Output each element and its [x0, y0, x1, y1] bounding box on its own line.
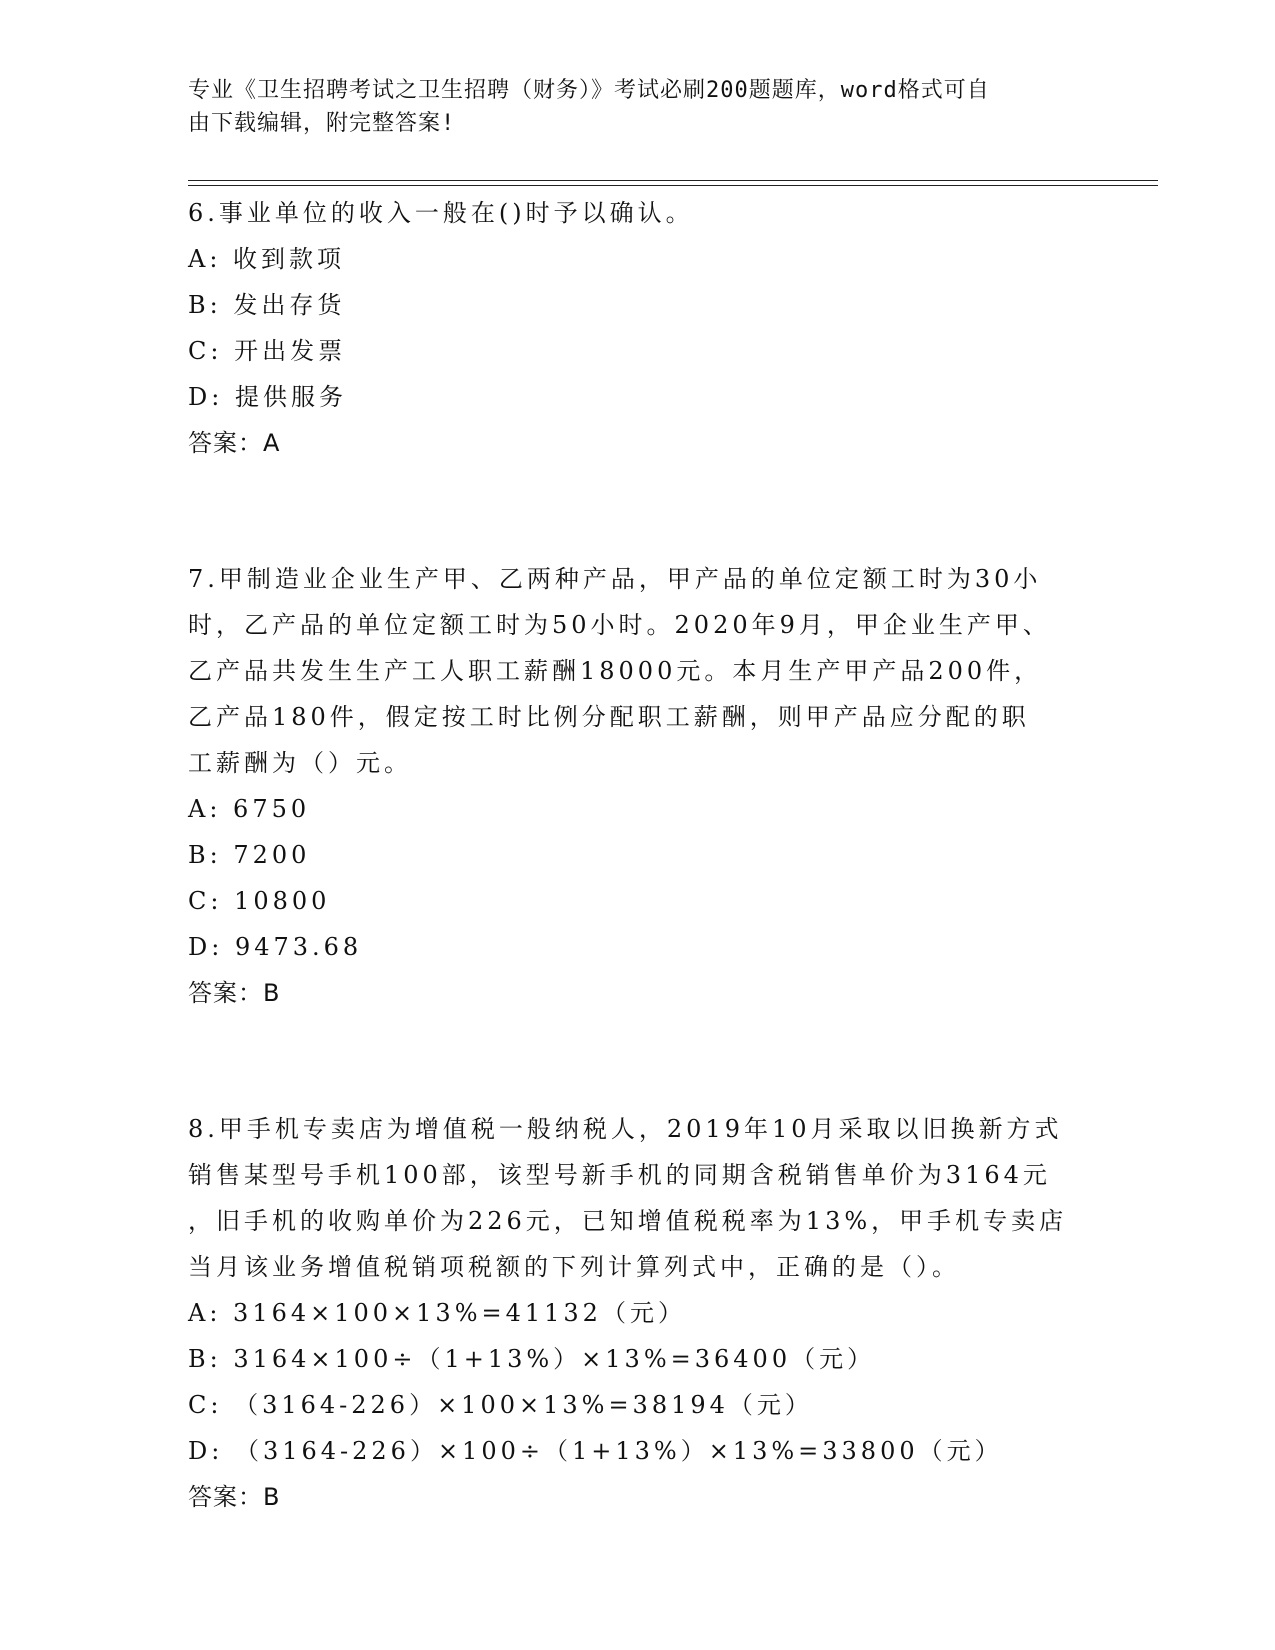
question-6	[188, 190, 1088, 466]
header-line-1: 专业《卫生招聘考试之卫生招聘（财务）》考试必刷200题题库，word格式可自	[188, 78, 990, 103]
question-stem-line: ，旧手机的收购单价为226元，已知增值税税率为13%，甲手机专卖店	[188, 1207, 1068, 1235]
answer-label: 答案：A	[188, 429, 281, 457]
question-stem-line: 工薪酬为（）元。	[188, 749, 412, 777]
option-c: C: 10800	[188, 887, 331, 915]
option-c: C: （3164-226）×100×13%=38194（元）	[188, 1391, 813, 1419]
question-spacer	[188, 1016, 1088, 1106]
question-spacer	[188, 466, 1088, 556]
question-stem-line: 7.甲制造业企业生产甲、乙两种产品，甲产品的单位定额工时为30小	[188, 565, 1042, 593]
question-stem-line: 6.事业单位的收入一般在()时予以确认。	[188, 199, 694, 227]
header-divider-top	[188, 180, 1158, 181]
option-c: C: 开出发票	[188, 337, 347, 365]
option-a: A: 收到款项	[188, 245, 346, 273]
answer-label: 答案：B	[188, 979, 281, 1007]
question-8	[188, 1106, 1088, 1520]
question-stem-line: 时，乙产品的单位定额工时为50小时。2020年9月，甲企业生产甲、	[188, 611, 1051, 639]
document-header	[188, 74, 1088, 140]
question-7	[188, 556, 1088, 1016]
header-line-2: 由下载编辑，附完整答案!	[188, 111, 456, 136]
option-b: B: 发出存货	[188, 291, 346, 319]
question-stem-line: 8.甲手机专卖店为增值税一般纳税人，2019年10月采取以旧换新方式	[188, 1115, 1063, 1143]
question-stem-line: 乙产品共发生生产工人职工薪酬18000元。本月生产甲产品200件，	[188, 657, 1043, 685]
question-stem-line: 当月该业务增值税销项税额的下列计算列式中，正确的是（）。	[188, 1253, 960, 1281]
option-a: A: 6750	[188, 795, 311, 823]
question-stem-line: 销售某型号手机100部，该型号新手机的同期含税销售单价为3164元	[188, 1161, 1051, 1189]
option-b: B: 3164×100÷（1+13%）×13%=36400（元）	[188, 1345, 876, 1373]
option-d: D: 9473.68	[188, 933, 363, 961]
question-list	[188, 190, 1088, 1520]
option-d: D: （3164-226）×100÷（1+13%）×13%=33800（元）	[188, 1437, 1003, 1465]
option-d: D: 提供服务	[188, 383, 347, 411]
question-stem-line: 乙产品180件，假定按工时比例分配职工薪酬，则甲产品应分配的职	[188, 703, 1030, 731]
header-divider-bottom	[188, 185, 1158, 186]
answer-label: 答案：B	[188, 1483, 281, 1511]
option-a: A: 3164×100×13%=41132（元）	[188, 1299, 686, 1327]
option-b: B: 7200	[188, 841, 311, 869]
